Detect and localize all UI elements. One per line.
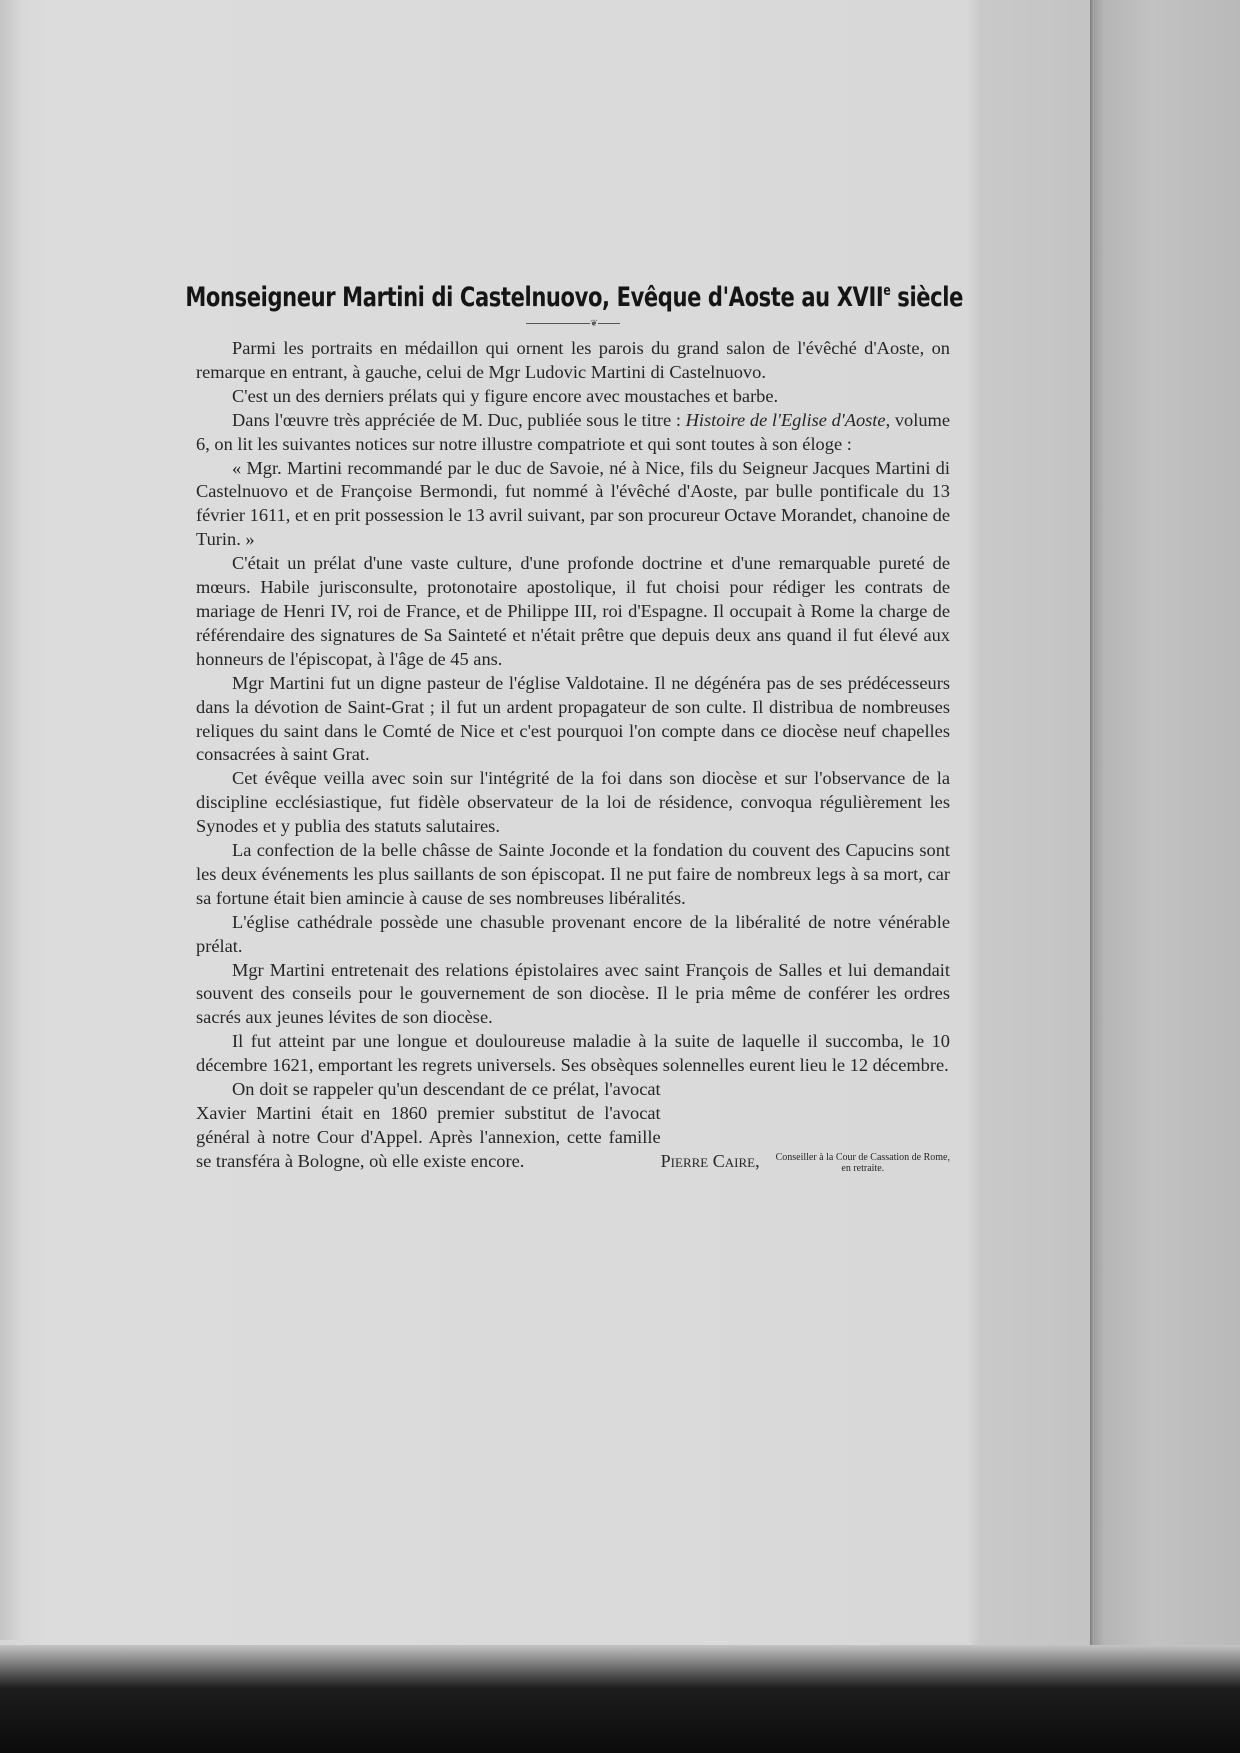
article-title-main: Monseigneur Martini di Castelnuovo, Evêque d'Aoste au XVII [185, 282, 884, 313]
article [185, 282, 963, 1174]
paragraph: Cet évêque veilla avec soin sur l'intégrité de la foi dans son diocèse et sur l'observance de la discipline ecclésiastique, fut fidèle observateur de la loi de résidence, convoqua régulièrement les Synodes et y publia des statuts salutaires. [196, 768, 950, 837]
closing-paragraph [196, 1078, 950, 1174]
paragraph: La confection de la belle châsse de Sainte Joconde et la fondation du couvent des Capucins sont les deux événements les plus saillants de son épiscopat. Il ne put faire de nombreux legs à sa mort, car sa fortune était bien amincie à cause de ses nombreuses libéralités. [196, 840, 950, 908]
facing-page-strip [1092, 0, 1240, 1680]
article-title-superscript: e [883, 283, 891, 299]
signature-name: Pierre Caire, [660, 1150, 760, 1171]
paragraph: On doit se rappeler qu'un descendant de ce prélat, l'avocat Xavier Martini était en 1860 premier substitut de l'avocat général à notre Cour d'Appel. Après l'annexion, cette famille se transféra à Bologne, où elle existe encore. [196, 1079, 661, 1171]
article-title [185, 282, 963, 313]
title-ornament: ❦ [196, 317, 950, 329]
quote-paragraph: « Mgr. Martini recommandé par le duc de Savoie, né à Nice, fils du Seigneur Jacques Martini di Castelnuovo et de Françoise Bermondi, fut nommé à l'évêché d'Aoste, par bulle pontificale du 13 février 1611, et en prit possession le 13 avril suivant, par son procureur Octave Morandet, chanoine de Turin. » [196, 457, 950, 550]
paragraph: L'église cathédrale possède une chasuble provenant encore de la libéralité de notre vénérable prélat. [196, 911, 950, 956]
signature-role [776, 1152, 950, 1174]
signature-role-line: en retraite. [841, 1162, 885, 1174]
page-left-edge [0, 0, 22, 1640]
book-title: Histoire de l'Eglise d'Aoste [685, 409, 886, 430]
paragraph: Il fut atteint par une longue et douloureuse maladie à la suite de laquelle il succomba, le 10 décembre 1621, emportant les regrets universels. Ses obsèques solennelles eurent lieu le 12 décembre. [196, 1031, 950, 1076]
paragraph: C'est un des derniers prélats qui y figure encore avec moustaches et barbe. [232, 385, 779, 406]
paragraph-duc-text: , volume 6, on lit les suivantes notices sur notre illustre compatriote et qui sont toutes à son éloge : [196, 409, 951, 454]
paragraph-duc [196, 409, 950, 457]
page-gutter [1090, 0, 1094, 1670]
paragraph-duc-text: Dans l'œuvre très appréciée de M. Duc, publiée sous le titre : [232, 409, 686, 430]
paragraph: Mgr Martini fut un digne pasteur de l'église Valdotaine. Il ne dégénéra pas de ses prédécesseurs dans la dévotion de Saint-Grat ; il fut un ardent propagateur de son culte. Il distribua de nombreuses reliques du saint dans le Comté de Nice et c'est pourquoi l'on compte dans ce diocèse neuf chapelles consacrées à saint Grat. [196, 672, 950, 765]
signature-role-line: Conseiller à la Cour de Cassation de Rome, [775, 1151, 950, 1163]
paragraph: Parmi les portraits en médaillon qui ornent les parois du grand salon de l'évêché d'Aoste, on remarque en entrant, à gauche, celui de Mgr Ludovic Martini di Castelnuovo. [196, 338, 950, 382]
article-title-tail: siècle [890, 282, 963, 313]
scan-bottom-shadow [0, 1645, 1240, 1753]
paragraph: C'était un prélat d'une vaste culture, d'une profonde doctrine et d'une remarquable pureté de mœurs. Habile jurisconsulte, protonotaire apostolique, il fut choisi pour rédiger les contrats de mariage de Henri IV, roi de France, et de Philippe III, roi d'Espagne. Il occupait à Rome la charge de référendaire des signatures de Sa Sainteté et n'était prêtre que depuis deux ans quand il fut élevé aux honneurs de l'épiscopat, à l'âge de 45 ans. [196, 553, 950, 669]
paragraph: Mgr Martini entretenait des relations épistolaires avec saint François de Salles et lui demandait souvent des conseils pour le gouvernement de son diocèse. Il le pria même de conférer les ordres sacrés aux jeunes lévites de son diocèse. [196, 959, 950, 1028]
